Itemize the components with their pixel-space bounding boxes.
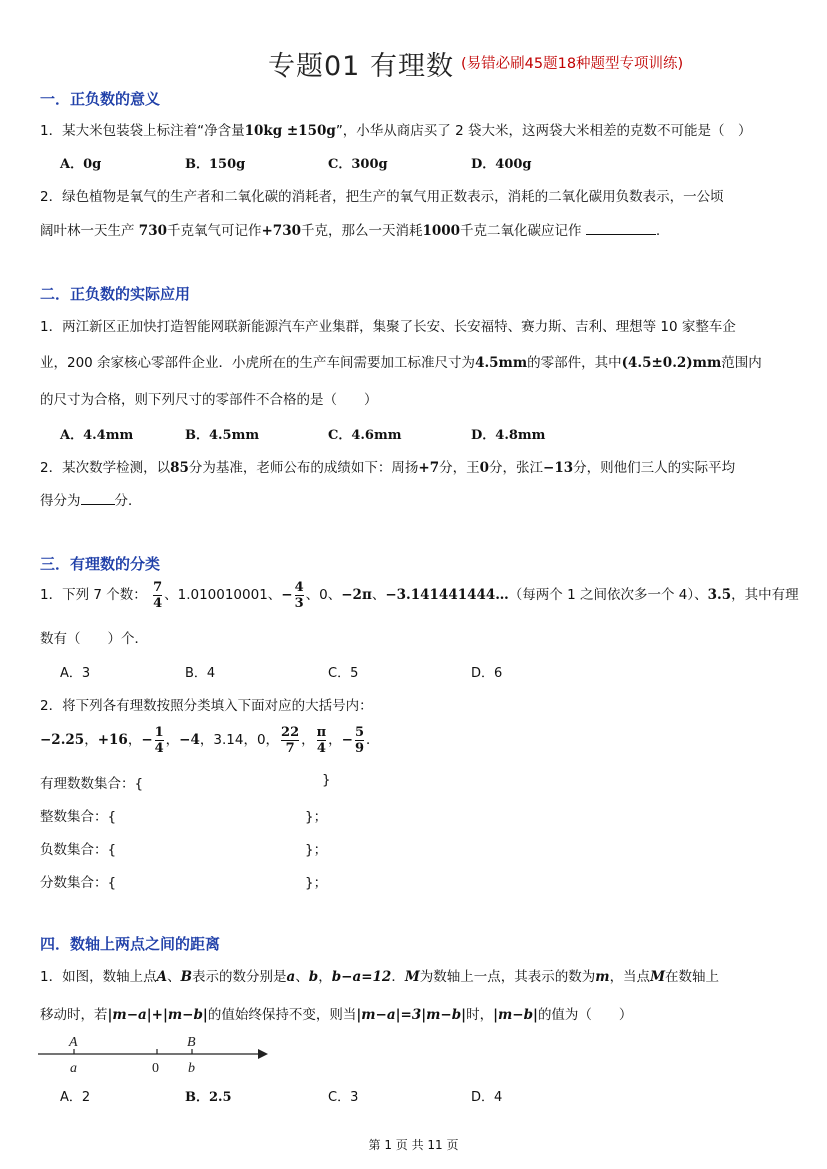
text: ，当点 — [609, 969, 651, 985]
option-a: A．0g — [60, 157, 102, 172]
number: +730 — [261, 223, 301, 239]
number: 0 — [319, 587, 328, 603]
option-d: D．400g — [471, 157, 532, 172]
separator: 、 — [164, 587, 178, 603]
set-rational-label: 有理数数集合：{ — [40, 776, 144, 792]
number: 3.5̇ — [707, 587, 732, 603]
number: 730 — [138, 223, 167, 239]
denominator: 4 — [153, 595, 163, 611]
denominator: 4 — [316, 740, 326, 756]
s3-q2-line1: 2．将下列各有理数按照分类填入下面对应的大括号内： — [40, 698, 373, 714]
var: a — [286, 969, 296, 985]
fraction — [153, 580, 162, 611]
expression: |m−b| — [493, 1007, 538, 1023]
minus-sign: − — [141, 732, 153, 748]
numerator: 7 — [153, 579, 163, 595]
separator: ， — [243, 732, 257, 748]
point-label-B: B — [187, 1035, 196, 1050]
number: −2.25 — [40, 732, 85, 748]
set-fraction-close: }； — [305, 875, 328, 891]
var: M — [404, 969, 420, 985]
text: ， — [318, 969, 332, 985]
text: 1．某大米包装袋上标注着“净含量 — [40, 123, 245, 139]
separator: ， — [328, 732, 342, 748]
text: 千克，那么一天消耗 — [300, 223, 423, 239]
option-d: D．4.8mm — [471, 428, 546, 443]
page-number: 第 1 页 共 11 页 — [368, 1138, 459, 1152]
separator: 、 — [371, 587, 386, 603]
option-a: A．4.4mm — [60, 428, 134, 443]
option-b: B．2.5 — [185, 1090, 232, 1105]
text: ． — [366, 732, 380, 748]
text: ． — [391, 969, 405, 985]
text: 的零部件，其中 — [527, 355, 622, 371]
option-d: D．4 — [471, 1090, 503, 1105]
s4-q1-line1 — [40, 965, 719, 985]
point-label-A: A — [69, 1035, 78, 1050]
s2-q1-line1: 1．两江新区正加快打造智能网联新能源汽车产业集群，集聚了长安、长安福特、赛力斯、吉利、理想等 10 家整车企 — [40, 319, 736, 335]
denominator: 4 — [154, 740, 164, 756]
text: 分． — [114, 493, 142, 509]
number: +7 — [418, 460, 440, 476]
option-c: C．5 — [328, 666, 359, 681]
number: 3.14 — [213, 732, 244, 748]
text: 1．下列 7 个数： — [40, 587, 147, 603]
text: 的值为（ ） — [537, 1007, 633, 1023]
set-integer-label: 整数集合：{ — [40, 809, 117, 825]
answer-blank[interactable] — [586, 220, 656, 235]
s3-q2-number-list — [40, 722, 380, 758]
set-rational-close: } — [322, 772, 331, 788]
number: 85 — [170, 460, 189, 476]
separator: ， — [199, 732, 214, 748]
s3-q1-line1 — [40, 578, 799, 612]
s1-q1-stem — [40, 119, 751, 139]
separator: ， — [265, 732, 280, 748]
section-heading-4: 四．数轴上两点之间的距离 — [40, 935, 221, 953]
option-c: C．4.6mm — [328, 428, 402, 443]
value-label-zero: 0 — [152, 1061, 159, 1076]
s4-q1-line2 — [40, 1003, 632, 1023]
separator: 、 — [267, 587, 282, 603]
option-c: C．300g — [328, 157, 388, 172]
text: 为数轴上一点，其表示的数为 — [419, 969, 596, 985]
fraction — [355, 725, 364, 756]
text: 、 — [167, 969, 181, 985]
option-d: D．6 — [471, 666, 503, 681]
separator: 、 — [327, 587, 342, 603]
s2-q2-line2 — [40, 489, 142, 509]
set-negative-close: }； — [305, 842, 328, 858]
page-subtitle: (易错必刷45题18种题型专项训练) — [461, 56, 684, 72]
var: m — [595, 969, 610, 985]
expression: |m−a|+|m−b| — [107, 1007, 208, 1023]
number: +16 — [97, 732, 128, 748]
answer-blank[interactable] — [81, 490, 115, 505]
minus-sign: − — [281, 587, 293, 603]
text: 分，王 — [439, 460, 480, 476]
fraction — [281, 725, 299, 756]
separator: ， — [165, 732, 180, 748]
separator: ， — [127, 732, 142, 748]
text: 时， — [466, 1007, 494, 1023]
number: −3.141441444… — [385, 587, 509, 603]
fraction — [155, 725, 164, 756]
denominator: 3 — [294, 595, 304, 611]
section-heading-2: 二．正负数的实际应用 — [40, 285, 191, 303]
s2-q1-line2 — [40, 351, 762, 371]
fraction — [317, 725, 327, 756]
text: 千克氧气可记作 — [166, 223, 262, 239]
text: 、 — [295, 969, 309, 985]
number: −13 — [543, 460, 574, 476]
arrow-icon — [258, 1049, 268, 1059]
text: 分为基准，老师公布的成绩如下：周扬 — [188, 460, 419, 476]
option-b: B．4 — [185, 666, 216, 681]
option-a: A．3 — [60, 666, 91, 681]
number: −2π — [341, 587, 372, 603]
s1-q2-line1: 2．绿色植物是氧气的生产者和二氧化碳的消耗者，把生产的氧气用正数表示，消耗的二氧化碳用负数表示，一公顷 — [40, 189, 724, 205]
section-heading-3: 三．有理数的分类 — [40, 555, 161, 573]
s3-q1-line2: 数有（ ）个． — [40, 631, 148, 647]
option-b: B．4.5mm — [185, 428, 260, 443]
numerator: 1 — [154, 724, 164, 740]
s2-q2-line1 — [40, 456, 735, 476]
math: (4.5±0.2)mm — [621, 355, 722, 371]
option-a: A．2 — [60, 1090, 91, 1105]
text: 阔叶林一天生产 — [40, 223, 135, 239]
numerator: 22 — [281, 724, 300, 740]
set-negative-label: 负数集合：{ — [40, 842, 117, 858]
text: 移动时，若 — [40, 1007, 108, 1023]
var: A — [156, 969, 168, 985]
text: 千克二氧化碳应记作 — [460, 223, 582, 239]
number: 1000 — [422, 223, 461, 239]
text: 表示的数分别是 — [192, 969, 287, 985]
s1-q2-line2 — [40, 219, 660, 239]
text: . — [655, 223, 661, 239]
value-label-a: a — [70, 1061, 77, 1076]
minus-sign: − — [341, 732, 353, 748]
text: 分，则他们三人的实际平均 — [573, 460, 736, 476]
text: 业，200 余家核心零部件企业．小虎所在的生产车间需要加工标准尺寸为 — [40, 355, 476, 371]
number: −4 — [179, 732, 200, 748]
expression: |m−a|=3|m−b| — [356, 1007, 467, 1023]
math: 10kg ±150g — [244, 123, 336, 139]
page-title: 专题01 有理数 — [268, 51, 454, 82]
var: B — [180, 969, 192, 985]
text: 2．某次数学检测，以 — [40, 460, 171, 476]
numerator: π — [316, 724, 327, 740]
separator: ， — [301, 732, 315, 748]
text: 在数轴上 — [665, 969, 720, 985]
numerator: 4 — [294, 579, 304, 595]
equation: b−a=12 — [331, 969, 392, 985]
option-b: B．150g — [185, 157, 246, 172]
numerator: 5 — [354, 724, 365, 740]
value-label-b: b — [188, 1061, 195, 1076]
separator: 、 — [305, 587, 320, 603]
number: 0 — [479, 460, 490, 476]
number: 0 — [256, 732, 266, 748]
var: M — [650, 969, 666, 985]
denominator: 9 — [354, 740, 365, 756]
text: 得分为 — [40, 493, 81, 509]
number: 1.010010001 — [177, 587, 268, 603]
set-integer-close: }； — [305, 809, 328, 825]
section-heading-1: 一．正负数的意义 — [40, 90, 161, 108]
number-line-figure — [36, 1030, 276, 1080]
text: （每两个 1 之间依次多一个 4）、 — [508, 587, 708, 603]
text: ，其中有理 — [731, 587, 799, 603]
text: ”，小华从商店买了 2 袋大米，这两袋大米相差的克数不可能是（ ） — [335, 123, 752, 139]
math: 4.5mm — [475, 355, 528, 371]
denominator: 7 — [281, 740, 299, 756]
fraction — [295, 580, 304, 611]
text: 分，张江 — [489, 460, 544, 476]
separator: ， — [84, 732, 98, 748]
option-c: C．3 — [328, 1090, 359, 1105]
text: 的值始终保持不变，则当 — [207, 1007, 357, 1023]
text: 1．如图，数轴上点 — [40, 969, 157, 985]
text: 范围内 — [721, 355, 762, 371]
set-fraction-label: 分数集合：{ — [40, 875, 117, 891]
s2-q1-line3: 的尺寸为合格，则下列尺寸的零部件不合格的是（ ） — [40, 392, 378, 408]
var: b — [308, 969, 319, 985]
